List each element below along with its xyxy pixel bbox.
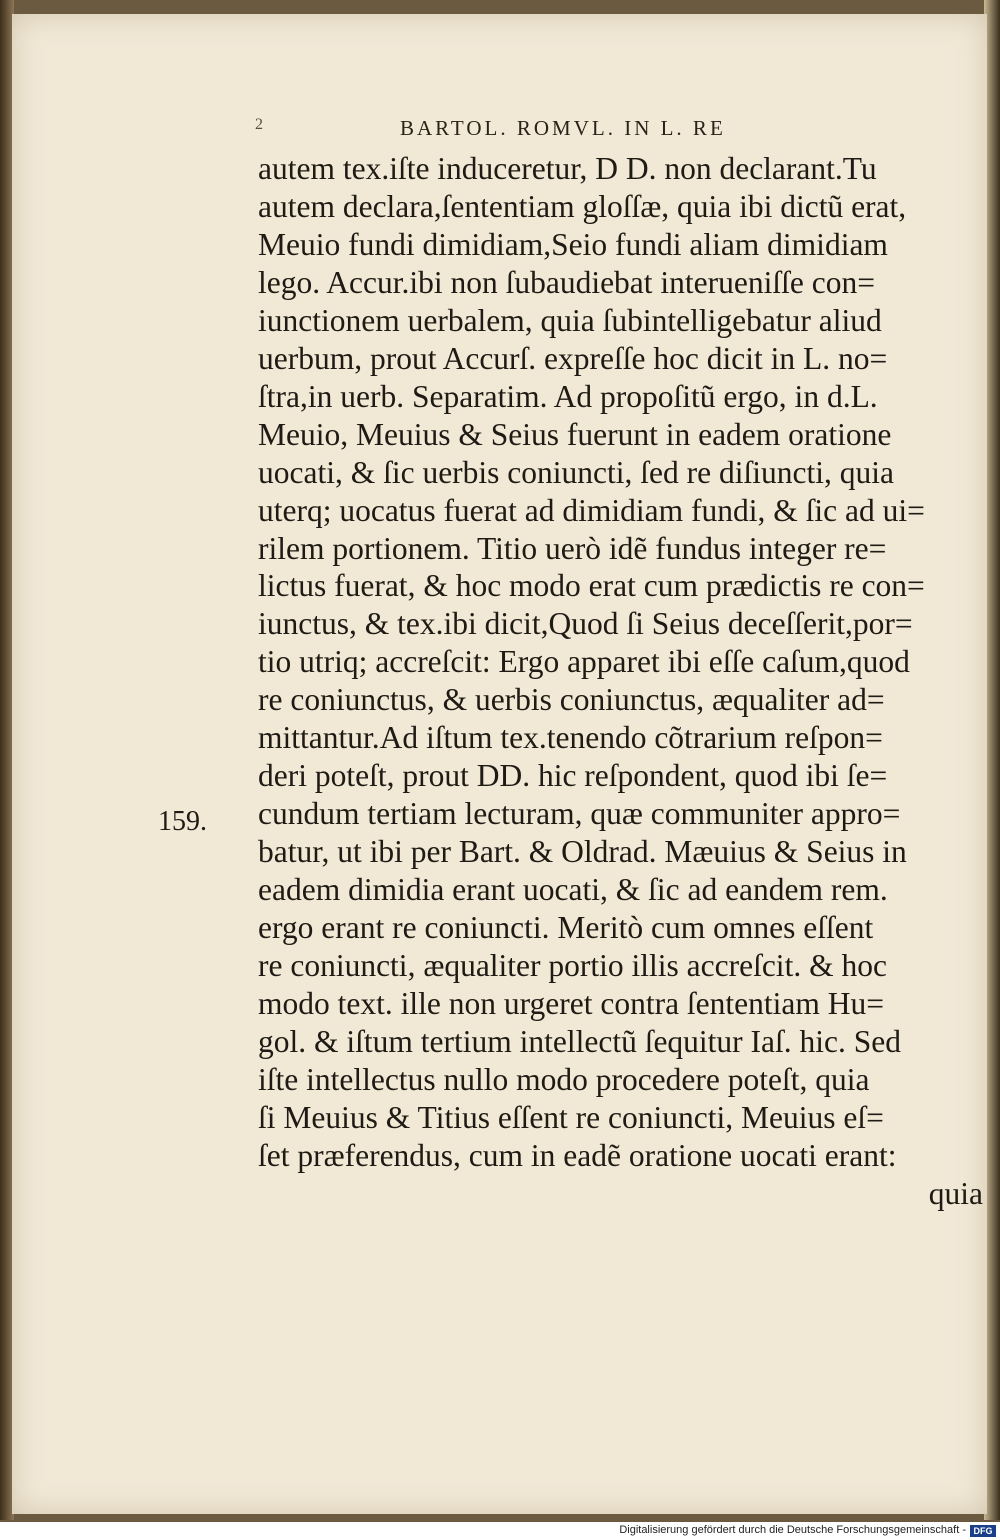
text-line: iunctionem uerbalem, quia ſubintelligebatur aliud xyxy=(258,302,882,338)
text-line: uerbum, prout Accurſ. expreſſe hoc dicit in L. no= xyxy=(258,340,888,376)
text-line: cundum tertiam lecturam, quæ communiter appro= xyxy=(258,796,901,832)
text-line: ſet præferendus, cum in eadẽ oratione uocati erant: xyxy=(258,1137,897,1173)
text-line: mittantur.Ad iſtum tex.tenendo cõtrarium reſpon= xyxy=(258,720,883,756)
footer-credit: Digitalisierung gefördert durch die Deutsche Forschungsgemeinschaft - xyxy=(619,1524,966,1536)
text-line: Meuio, Meuius & Seius fuerunt in eadem oratione xyxy=(258,416,892,452)
text-line: rilem portionem. Titio uerò idẽ fundus integer re= xyxy=(258,530,887,566)
body-text xyxy=(258,150,983,1213)
text-line: lictus fuerat, & hoc modo erat cum prædictis re con= xyxy=(258,568,925,604)
text-line: re coniuncti, æqualiter portio illis accreſcit. & hoc xyxy=(258,948,887,984)
text-line: autem declara,ſententiam gloſſæ, quia ibi dictũ erat, xyxy=(258,188,907,224)
text-line: deri poteſt, prout DD. hic reſpondent, quod ibi ſe= xyxy=(258,758,888,794)
text-line: lego. Accur.ibi non ſubaudiebat interueniſſe con= xyxy=(258,264,875,300)
text-line: ſtra,in uerb. Separatim. Ad propoſitũ ergo, in d.L. xyxy=(258,378,878,414)
text-line: batur, ut ibi per Bart. & Oldrad. Mæuius & Seius in xyxy=(258,834,907,870)
text-line: modo text. ille non urgeret contra ſententiam Hu= xyxy=(258,985,885,1021)
text-line: iſte intellectus nullo modo procedere poteſt, quia xyxy=(258,1061,870,1097)
text-line: Meuio fundi dimidiam,Seio fundi aliam dimidiam xyxy=(258,226,888,262)
text-line: re coniunctus, & uerbis coniunctus, æqualiter ad= xyxy=(258,682,885,718)
catchword: quia xyxy=(928,1175,983,1211)
text-line: uocati, & ſic uerbis coniuncti, ſed re diſiuncti, quia xyxy=(258,454,894,490)
text-line: uterq; uocatus fuerat ad dimidiam fundi, & ſic ad ui= xyxy=(258,492,925,528)
running-head: BARTOL. ROMVL. IN L. RE xyxy=(400,116,726,140)
marginal-number: 159. xyxy=(158,806,207,837)
text-line: gol. & iſtum tertium intellectũ ſequitur Iaſ. hic. Sed xyxy=(258,1023,901,1059)
text-line: ſi Meuius & Titius eſſent re coniuncti, Meuius eſ= xyxy=(258,1099,884,1135)
text-line: ergo erant re coniuncti. Meritò cum omnes eſſent xyxy=(258,910,874,946)
digitization-footer xyxy=(0,1522,1000,1540)
text-line: autem tex.iſte induceretur, D D. non declarant.Tu xyxy=(258,151,877,186)
text-line: iunctus, & tex.ibi dicit,Quod ſi Seius deceſſerit,por= xyxy=(258,606,913,642)
text-line: eadem dimidia erant uocati, & ſic ad eandem rem. xyxy=(258,872,888,908)
text-line: tio utriq; accreſcit: Ergo apparet ibi eſſe caſum,quod xyxy=(258,644,910,680)
margin-mark: 2 xyxy=(255,116,263,133)
dfg-logo: DFG xyxy=(970,1525,996,1537)
